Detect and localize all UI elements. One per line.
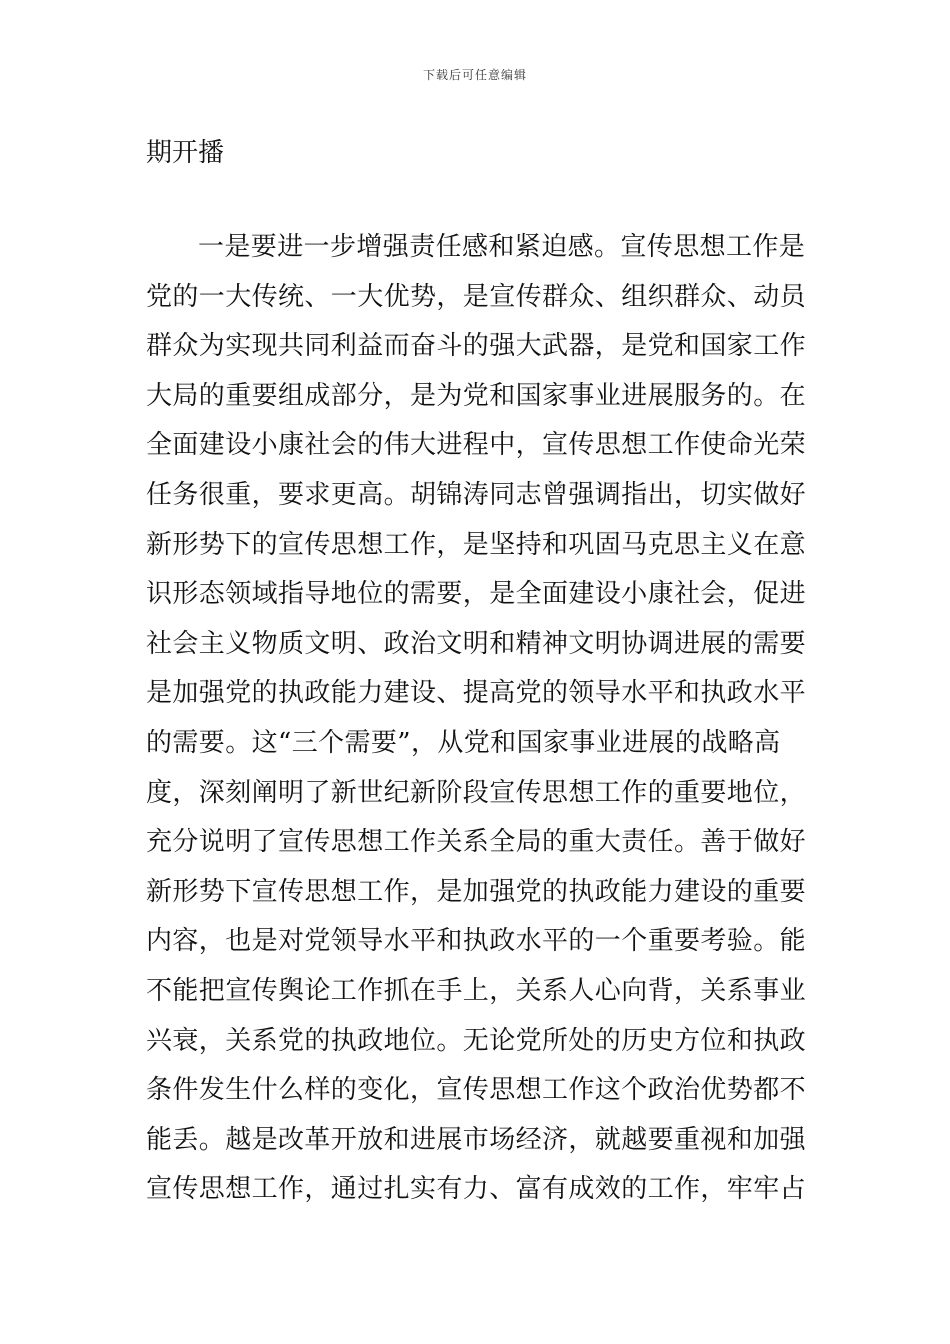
paragraph-line: 度，深刻阐明了新世纪新阶段宣传思想工作的重要地位，	[146, 777, 807, 808]
paragraph-line: 不能把宣传舆论工作抓在手上，关系人心向背，关系事业	[146, 975, 807, 1006]
paragraph-line: 群众为实现共同利益而奋斗的强大武器，是党和国家工作	[146, 331, 807, 362]
paragraph-line: 能丢。越是改革开放和进展市场经济，就越要重视和加强	[146, 1124, 807, 1155]
paragraph-line: 一是要进一步增强责任感和紧迫感。宣传思想工作是	[198, 232, 806, 262]
body-paragraph	[146, 223, 806, 1215]
paragraph-line: 条件发生什么样的变化，宣传思想工作这个政治优势都不	[146, 1075, 807, 1106]
paragraph-line: 新形势下的宣传思想工作，是坚持和巩固马克思主义在意	[146, 529, 807, 560]
header-note: 下载后可任意编辑	[422, 68, 527, 82]
paragraph-line: 党的一大传统、一大优势，是宣传群众、组织群众、动员	[146, 281, 807, 312]
paragraph-line: 内容，也是对党领导水平和执政水平的一个重要考验。能	[146, 926, 807, 957]
paragraph-line: 大局的重要组成部分，是为党和国家事业进展服务的。在	[146, 380, 807, 411]
paragraph-line: 识形态领域指导地位的需要，是全面建设小康社会，促进	[146, 579, 807, 610]
paragraph-line: 新形势下宣传思想工作，是加强党的执政能力建设的重要	[146, 876, 807, 907]
paragraph-line: 是加强党的执政能力建设、提高党的领导水平和执政水平	[146, 678, 807, 709]
paragraph-line: 宣传思想工作，通过扎实有力、富有成效的工作，牢牢占	[146, 1174, 807, 1205]
paragraph-line: 社会主义物质文明、政治文明和精神文明协调进展的需要	[146, 628, 807, 659]
paragraph-line: 任务很重，要求更高。胡锦涛同志曾强调指出，切实做好	[146, 479, 807, 510]
paragraph-line: 全面建设小康社会的伟大进程中，宣传思想工作使命光荣	[146, 430, 807, 461]
paragraph-line: 的需要。这“三个需要”，从党和国家事业进展的战略高	[146, 727, 781, 758]
continued-text: 期开播	[146, 138, 225, 168]
paragraph-line: 充分说明了宣传思想工作关系全局的重大责任。善于做好	[146, 827, 807, 858]
paragraph-line: 兴衰，关系党的执政地位。无论党所处的历史方位和执政	[146, 1025, 807, 1056]
